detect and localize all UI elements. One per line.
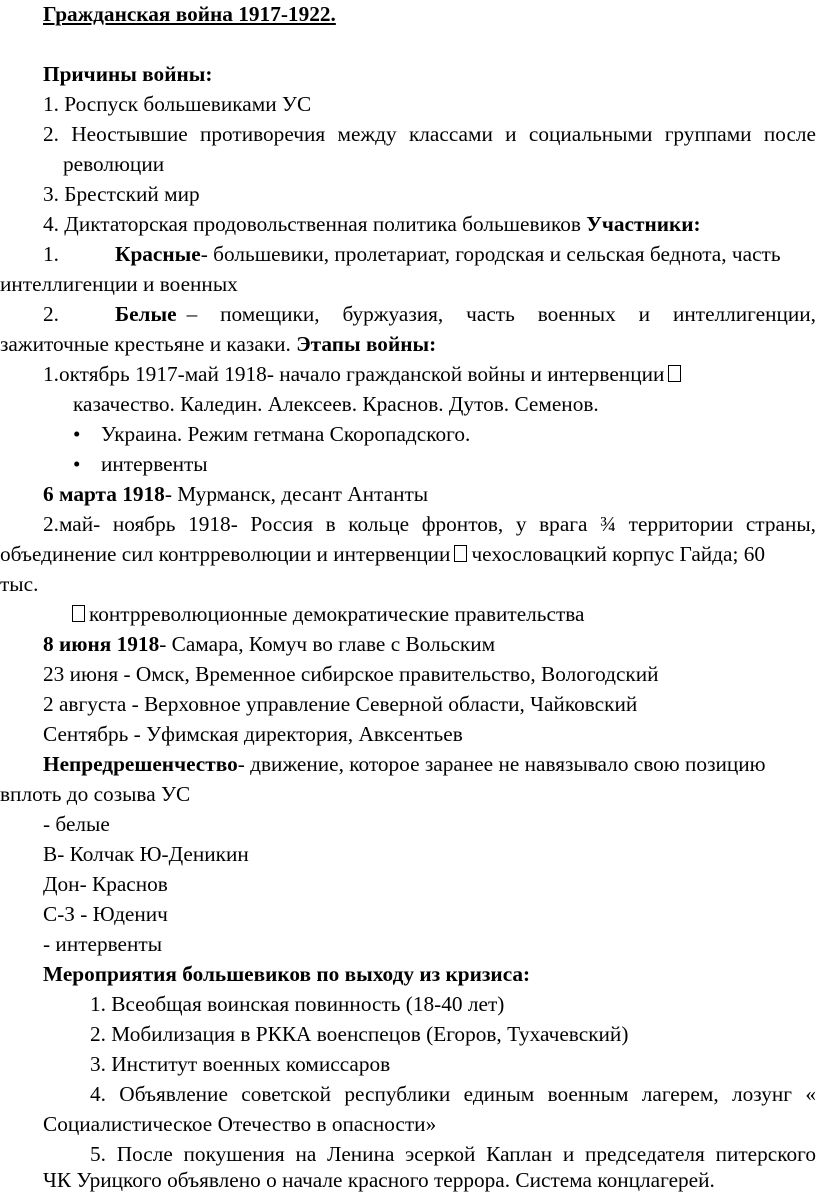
date-march-1918: 6 марта 1918- Мурманск, десант Антанты	[43, 482, 429, 506]
measures-heading: Мероприятия большевиков по выходу из кризиса:	[43, 962, 531, 986]
measure-3: 3. Институт военных комиссаров	[90, 1052, 391, 1076]
stage-1-bullet-1: • Украина. Режим гетмана Скоропадского.	[73, 422, 471, 446]
stage-2-cont-2: тыс.	[0, 572, 39, 596]
v-line: В- Колчак Ю-Деникин	[43, 842, 249, 866]
stage-2-gov: контрреволюционные демократические правительства	[0, 602, 816, 626]
page-title: Гражданская война 1917-1922.	[43, 2, 336, 26]
arrow-symbol-icon	[668, 365, 681, 382]
stage-1-bullet-2: • интервенты	[73, 452, 208, 476]
date-june-23: 23 июня - Омск, Временное сибирское правительство, Вологодский	[43, 662, 659, 686]
cause-item-3: 3. Брестский мир	[43, 182, 200, 206]
stage-2: 2.май- ноябрь 1918- Россия в кольце фронтов, у врага ¾ территории страны,	[43, 512, 816, 536]
date-june-1918: 8 июня 1918- Самара, Комуч во главе с Вольским	[43, 632, 496, 656]
measure-2: 2. Мобилизация в РККА военспецов (Егоров, Тухачевский)	[90, 1022, 629, 1046]
stage-2-cont: объединение сил контрреволюции и интервенции чехословацкий корпус Гайда; 60	[0, 542, 766, 566]
participant-red: 1. Красные- большевики, пролетариат, городская и сельская беднота, часть	[43, 242, 781, 266]
don-line: Дон- Краснов	[43, 872, 168, 896]
measure-1: 1. Всеобщая воинская повинность (18-40 лет)	[90, 992, 505, 1016]
arrow-symbol-icon	[454, 545, 467, 562]
sz-line: С-З - Юденич	[43, 902, 168, 926]
date-august-2: 2 августа - Верховное управление Северной области, Чайковский	[43, 692, 638, 716]
interventionists-line: - интервенты	[43, 932, 163, 956]
nepred-line: Непредрешенчество- движение, которое заранее не навязывало свою позицию	[43, 752, 766, 776]
causes-heading: Причины войны:	[43, 62, 213, 86]
date-september: Сентябрь - Уфимская директория, Авксентьев	[43, 722, 463, 746]
participants-heading: Участники:	[586, 212, 701, 236]
stages-heading: Этапы войны:	[296, 332, 437, 356]
cause-item-2: 2. Неостывшие противоречия между классами и социальными группами после	[43, 122, 816, 146]
cause-item-1: 1. Роспуск большевиками УС	[43, 92, 312, 116]
measure-4: 4. Объявление советской республики единым военным лагерем, лозунг «	[90, 1082, 816, 1106]
arrow-symbol-icon	[72, 605, 85, 622]
whites-line: - белые	[43, 812, 110, 836]
stage-1-cont: казачество. Каледин. Алексеев. Краснов. Дутов. Семенов.	[73, 392, 599, 416]
participant-white: 2. Белые – помещики, буржуазия, часть военных и интеллигенции,	[43, 302, 816, 326]
measure-5-cont: ЧК Урицкого объявлено о начале красного террора. Система концлагерей.	[43, 1168, 715, 1192]
stage-1: 1.октябрь 1917-май 1918- начало гражданской войны и интервенции	[0, 362, 816, 386]
measure-5: 5. После покушения на Ленина эсеркой Каплан и председателя питерского	[90, 1142, 816, 1166]
cause-item-2-cont: революции	[63, 152, 165, 176]
cause-item-4: 4. Диктаторская продовольственная политика большевиков Участники:	[43, 212, 701, 236]
participant-red-cont: интеллигенции и военных	[0, 272, 238, 296]
measure-4-cont: Социалистическое Отечество в опасности»	[43, 1112, 437, 1136]
participant-white-cont: зажиточные крестьяне и казаки. Этапы войны:	[0, 332, 437, 356]
nepred-line-cont: вплоть до созыва УС	[0, 782, 191, 806]
